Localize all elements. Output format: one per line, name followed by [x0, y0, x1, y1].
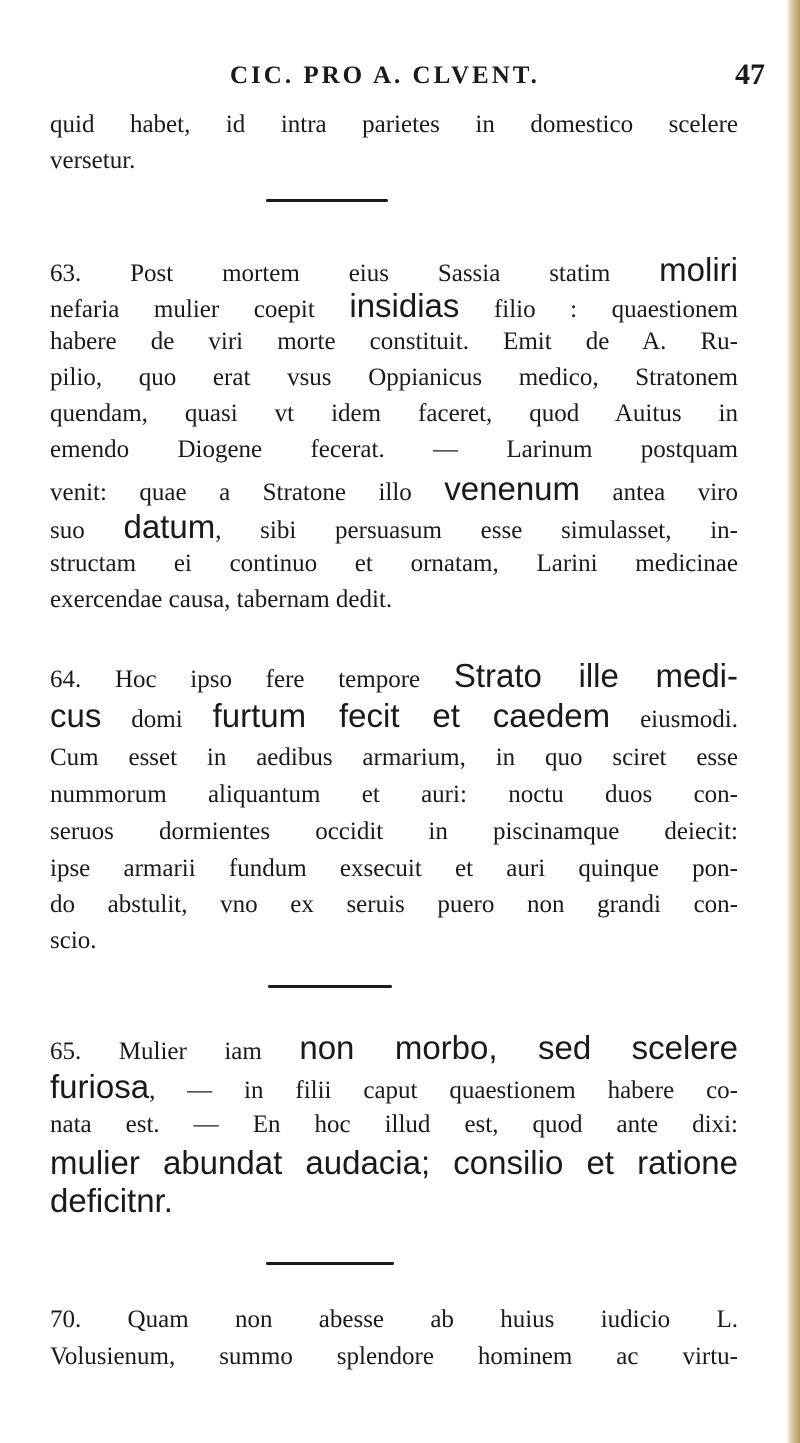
paragraph-64-line: Cum esset in aedibus armarium, in quo sciret esse — [50, 744, 738, 771]
paragraph-63-line: nefaria mulier coepit insidias filio : quaestionem — [50, 287, 739, 324]
paragraph-64-line: do abstulit, vno ex seruis puero non grandi con- — [50, 891, 738, 918]
paragraph-64-line: ipse armarii fundum exsecuit et auri quinque pon- — [50, 855, 738, 882]
paragraph-63-line: 63. Post mortem eius Sassia statim moliri — [50, 251, 738, 288]
section-divider — [266, 199, 388, 202]
text-line: quid habet, id intra parietes in domestico scelere — [50, 111, 738, 138]
paragraph-64-line: nummorum aliquantum et auri: noctu duos con- — [50, 781, 738, 808]
paragraph-70-line: Volusienum, summo splendore hominem ac virtu- — [50, 1343, 738, 1370]
page-header — [0, 58, 800, 98]
paragraph-64-line: scio. — [50, 927, 97, 954]
running-head: CIC. PRO A. CLVENT. — [230, 62, 540, 89]
paragraph-65-line: deficitnr. — [50, 1182, 173, 1219]
paragraph-63-line: habere de viri morte constituit. Emit de A. Ru- — [50, 328, 738, 355]
paragraph-63-line: suo datum, sibi persuasum esse simulasset, in- — [50, 508, 738, 545]
page-edge — [786, 0, 800, 1443]
section-divider — [266, 1262, 394, 1265]
paragraph-65-line: mulier abundat audacia; consilio et ratione — [50, 1144, 738, 1181]
paragraph-63-line: structam ei continuo et ornatam, Larini medicinae — [50, 550, 738, 577]
paragraph-64-line: seruos dormientes occidit in piscinamque deiecit: — [50, 818, 738, 845]
paragraph-63-line: pilio, quo erat vsus Oppianicus medico, Stratonem — [50, 364, 738, 391]
paragraph-70-line: 70. Quam non abesse ab huius iudicio L. — [50, 1306, 738, 1333]
paragraph-64-line: cus domi furtum fecit et caedem eiusmodi. — [50, 697, 738, 734]
page-number: 47 — [735, 58, 765, 91]
paragraph-63-line: emendo Diogene fecerat. — Larinum postquam — [50, 436, 738, 463]
paragraph-63-line: quendam, quasi vt idem faceret, quod Auitus in — [50, 400, 738, 427]
paragraph-63-line: exercendae causa, tabernam dedit. — [50, 586, 393, 613]
paragraph-65-line: furiosa, — in filii caput quaestionem habere co- — [50, 1068, 738, 1105]
paragraph-64-line: 64. Hoc ipso fere tempore Strato ille medi- — [50, 657, 738, 694]
paragraph-65-line: 65. Mulier iam non morbo, sed scelere — [50, 1029, 739, 1066]
text-line: versetur. — [50, 147, 136, 174]
paragraph-65-line: nata est. — En hoc illud est, quod ante dixi: — [50, 1111, 738, 1138]
section-divider — [268, 985, 392, 988]
paragraph-63-line: venit: quae a Stratone illo venenum antea viro — [50, 470, 738, 507]
